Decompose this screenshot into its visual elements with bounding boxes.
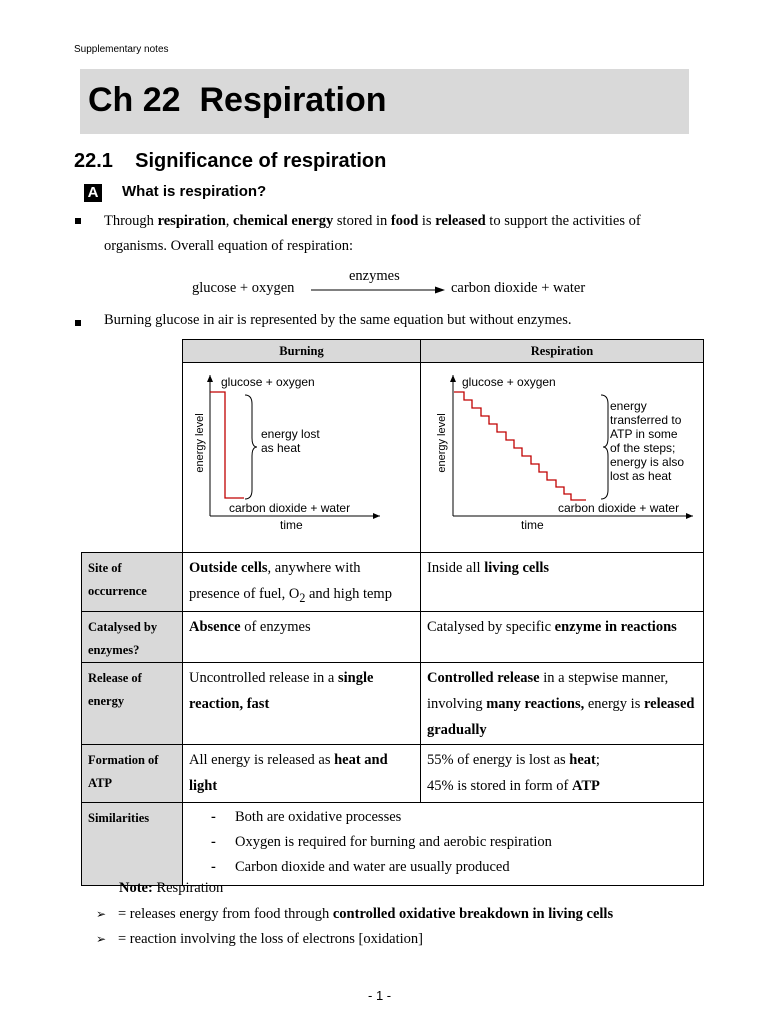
text: Inside all <box>427 560 485 576</box>
column-header-burning: Burning <box>183 340 421 363</box>
text: Through <box>104 213 158 229</box>
brace-label-line: energy <box>610 399 647 413</box>
text: ; <box>595 751 600 768</box>
similarities-list <box>183 803 703 880</box>
bold-term: heat <box>569 751 596 768</box>
respiration-release-cell <box>421 662 704 744</box>
bold-term: living cells <box>484 560 550 576</box>
text: of enzymes <box>240 618 311 635</box>
y-axis-label: energy level <box>194 413 206 473</box>
bold-term: single reaction, fast <box>189 669 374 712</box>
subsection-title: What is respiration? <box>122 183 267 200</box>
arrowhead-bullet-icon: ➢ <box>96 907 107 921</box>
reaction-arrow-icon <box>311 284 445 296</box>
list-item <box>96 906 613 923</box>
text: stored in <box>333 213 391 229</box>
empty-corner <box>82 340 183 363</box>
y-axis-label: energy level <box>436 413 448 473</box>
bold-term: many reactions, <box>486 695 585 712</box>
burning-energy-graph <box>183 363 420 547</box>
running-head: Supplementary notes <box>74 44 169 55</box>
graph-row <box>82 363 704 553</box>
text: All energy is released as <box>189 751 335 768</box>
equation-catalyst: enzymes <box>349 268 400 284</box>
brace-label-line1: energy lost <box>261 427 320 441</box>
list-item <box>96 931 423 948</box>
row-header-release: Release of energy <box>82 662 183 744</box>
bold-term: ATP <box>571 777 600 794</box>
paragraph-burning: Burning glucose in air is represented by the same equation but without enzymes. <box>104 312 572 328</box>
respiration-catalysed-cell <box>421 611 704 662</box>
bold-term: heat and light <box>189 751 388 794</box>
bold-term: food <box>390 213 419 229</box>
note-label: Note: <box>119 880 153 896</box>
list-item: - Both are oxidative processes <box>211 805 703 830</box>
table-row-catalysed <box>82 611 704 662</box>
note-text: Respiration <box>152 880 224 896</box>
graph-bottom-label: carbon dioxide + water <box>229 501 351 515</box>
text: Catalysed by specific <box>427 618 555 635</box>
table-row-release <box>82 662 704 744</box>
energy-curve <box>210 392 244 498</box>
bold-term: controlled oxidative breakdown in living cells <box>332 906 614 922</box>
arrowhead-bullet-icon: ➢ <box>96 932 107 946</box>
text: and high temp <box>305 586 392 602</box>
note <box>119 880 223 897</box>
text: , <box>225 213 234 229</box>
graph-top-label: glucose + oxygen <box>221 375 315 389</box>
bold-term: released gradually <box>427 695 695 738</box>
paragraph-respiration-definition <box>104 209 704 259</box>
table-row-similarities <box>82 802 704 885</box>
bold-term: enzyme in reactions <box>554 618 677 635</box>
brace-label-line: of the steps; <box>610 441 676 455</box>
text: energy is <box>584 695 644 712</box>
list-item: - Carbon dioxide and water are usually produced <box>211 855 703 880</box>
row-header-atp: Formation of ATP <box>82 744 183 802</box>
burning-atp-cell <box>183 744 421 802</box>
brace-icon <box>601 395 608 499</box>
text: in a stepwise manner, involving <box>427 669 669 712</box>
brace-label-line: ATP in some <box>610 427 678 441</box>
row-header-similarities: Similarities <box>82 802 183 885</box>
bold-term: Absence <box>189 618 241 635</box>
text: is <box>418 213 436 229</box>
graph-top-label: glucose + oxygen <box>462 375 556 389</box>
empty-corner <box>82 363 183 553</box>
chapter-title: Ch 22 Respiration <box>88 81 387 119</box>
burning-catalysed-cell <box>183 611 421 662</box>
respiration-energy-graph <box>421 363 703 547</box>
respiration-site-cell <box>421 553 704 612</box>
brace-label-line2: as heat <box>261 441 301 455</box>
x-axis-label: time <box>521 518 544 532</box>
table-row-site <box>82 553 704 612</box>
respiration-graph-cell <box>421 363 704 553</box>
subscript: 2 <box>299 590 306 605</box>
graph-bottom-label: carbon dioxide + water <box>558 501 680 515</box>
page-number: - 1 - <box>368 988 392 1003</box>
burning-release-cell <box>183 662 421 744</box>
text: Uncontrolled release in a <box>189 669 338 686</box>
table-row-atp <box>82 744 704 802</box>
bold-term: released <box>435 213 486 229</box>
row-header-catalysed: Catalysed by enzymes? <box>82 611 183 662</box>
burning-graph-cell <box>183 363 421 553</box>
table-header-row <box>82 340 704 363</box>
equation-products: carbon dioxide + water <box>451 280 586 296</box>
square-bullet-icon <box>75 218 81 224</box>
respiration-atp-cell <box>421 744 704 802</box>
burning-site-cell <box>183 553 421 612</box>
text: = releases energy from food through <box>118 906 333 922</box>
brace-label-line: lost as heat <box>610 469 672 483</box>
equation-reactants: glucose + oxygen <box>192 280 295 296</box>
section-heading: 22.1 Significance of respiration <box>74 150 387 172</box>
bold-term: respiration <box>157 213 226 229</box>
text: 45% is stored in form of <box>427 777 572 794</box>
similarities-cell <box>183 802 704 885</box>
row-header-site: Site of occurrence <box>82 553 183 612</box>
list-item: - Oxygen is required for burning and aerobic respiration <box>211 830 703 855</box>
x-axis-label: time <box>280 518 303 532</box>
bold-term: Controlled release <box>427 669 540 686</box>
subsection-badge: A <box>84 184 102 202</box>
text: , anywhere with presence of fuel, O <box>189 560 361 602</box>
column-header-respiration: Respiration <box>421 340 704 363</box>
text: 55% of energy is lost as <box>427 751 570 768</box>
brace-label-line: energy is also <box>610 455 685 469</box>
brace-label-line: transferred to <box>610 413 682 427</box>
text: to support the activities of organisms. Overall equation of respiration: <box>104 213 641 254</box>
bold-term: chemical energy <box>233 213 334 229</box>
square-bullet-icon <box>75 320 81 326</box>
brace-icon <box>245 395 257 499</box>
bold-term: Outside cells <box>189 560 268 576</box>
energy-curve <box>454 392 586 500</box>
text: = reaction involving the loss of electrons [oxidation] <box>118 931 423 947</box>
comparison-table <box>81 339 704 886</box>
